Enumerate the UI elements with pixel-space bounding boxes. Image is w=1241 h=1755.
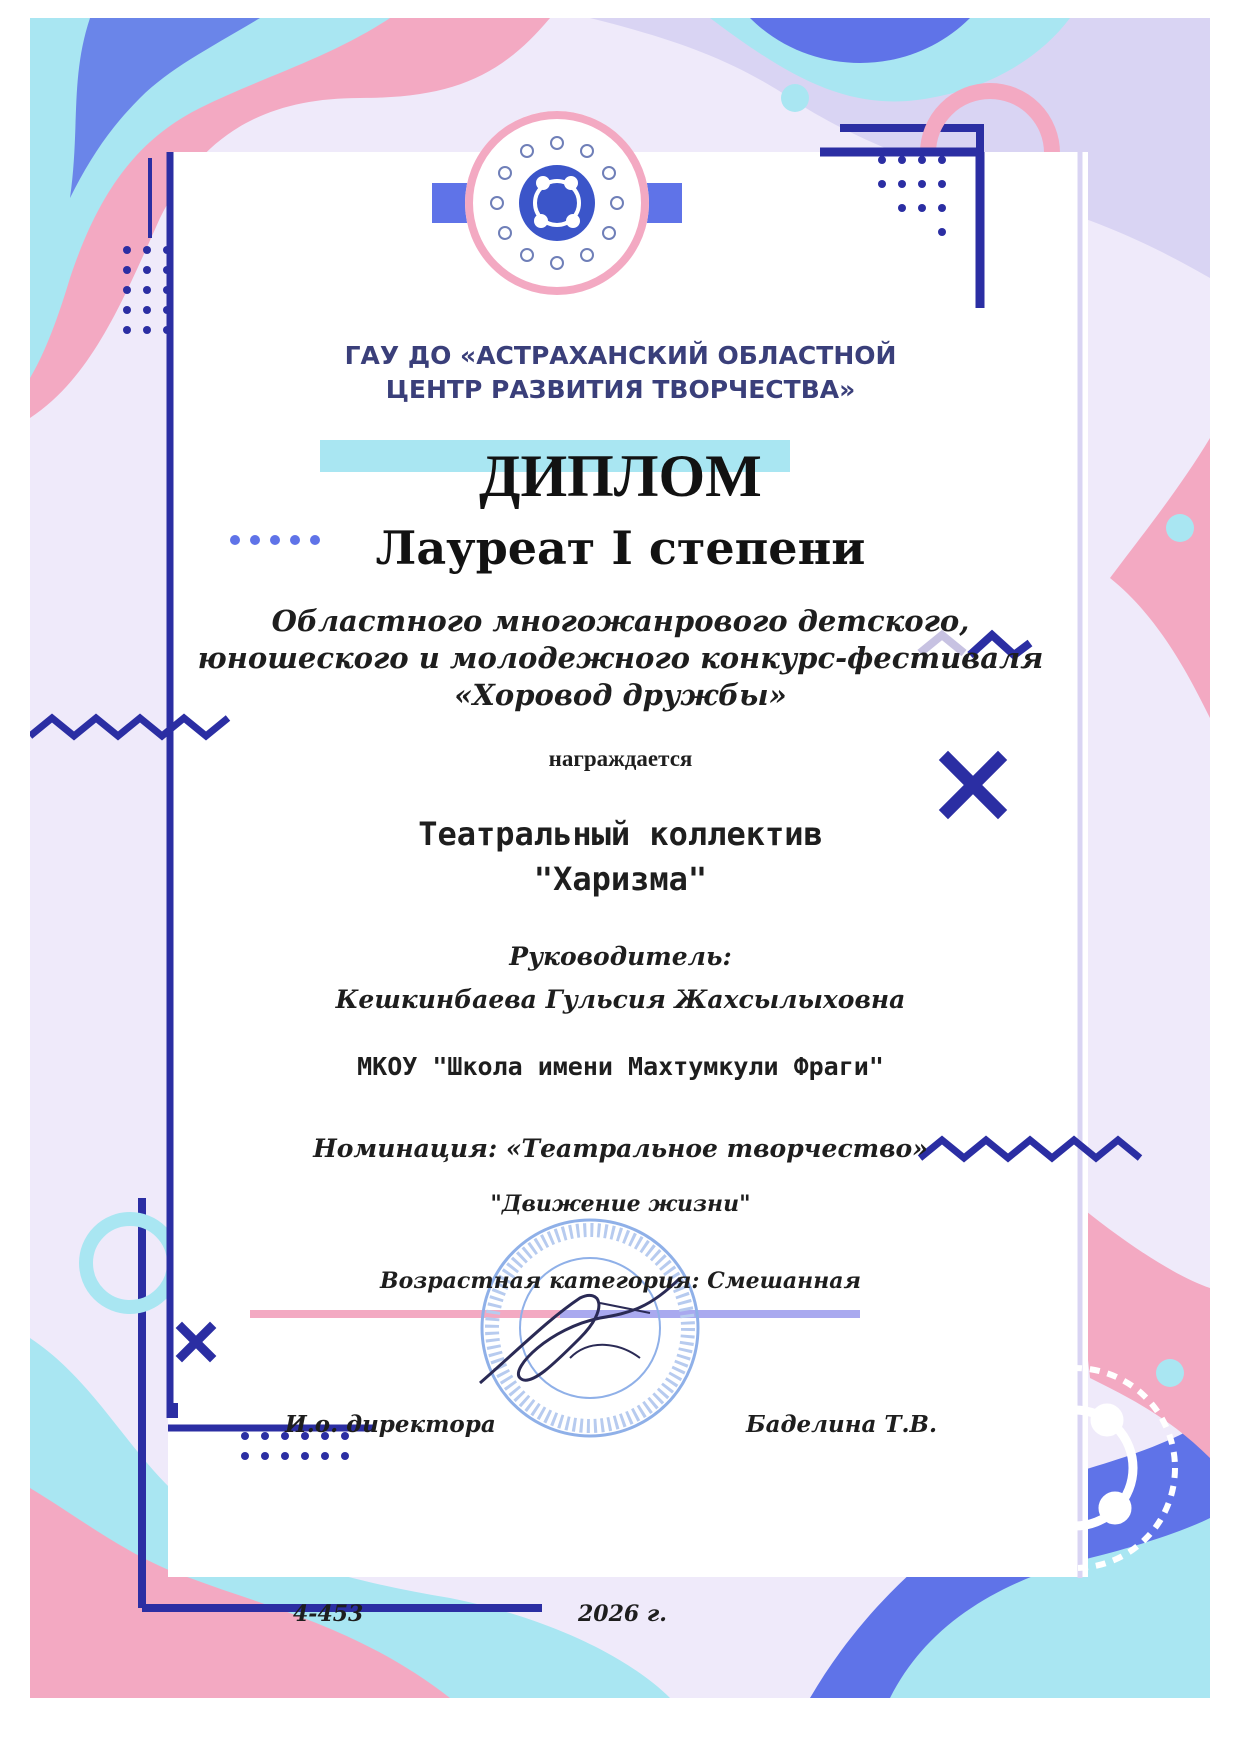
signature-name: Баделина Т.В. xyxy=(746,1411,937,1438)
leader-name: Кешкинбаева Гульсия Жахсылыховна xyxy=(335,985,906,1014)
diploma-year: 2026 г. xyxy=(578,1601,667,1627)
diploma-title: ДИПЛОМ xyxy=(479,443,762,509)
round-dance-hands-logo xyxy=(475,121,639,285)
festival-line2: юношеского и молодежного конкурс-фестиваля xyxy=(197,641,1044,675)
dot-grid-left xyxy=(123,246,171,334)
age-category: Возрастная категория: Смешанная xyxy=(379,1268,861,1294)
organization-line2: ЦЕНТР РАЗВИТИЯ ТВОРЧЕСТВА» xyxy=(385,375,856,404)
round-dance-emblem xyxy=(965,1358,1185,1578)
signature-position: И.о. директора xyxy=(285,1411,496,1438)
awarded-label: награждается xyxy=(548,746,693,771)
official-stamp xyxy=(460,1208,720,1468)
cross-left xyxy=(182,1328,210,1356)
zigzag-left xyxy=(30,718,228,736)
team-name-line1: Театральный коллектив xyxy=(418,815,823,853)
team-name-line2: "Харизма" xyxy=(533,860,708,898)
nomination: Номинация: «Театральное творчество» xyxy=(313,1134,928,1163)
laureate-degree: Лауреат I степени xyxy=(375,521,866,575)
diploma-number: 4-453 xyxy=(293,1601,364,1627)
work-title: "Движение жизни" xyxy=(490,1191,751,1217)
dot-grid-right xyxy=(878,156,946,236)
leader-label: Руководитель: xyxy=(509,942,732,971)
festival-line1: Областного многожанрового детского, xyxy=(271,604,970,638)
school-name: МКОУ "Школа имени Махтумкули Фраги" xyxy=(357,1052,884,1081)
organization-line1: ГАУ ДО «АСТРАХАНСКИЙ ОБЛАСТНОЙ xyxy=(344,341,897,370)
festival-line3: «Хоровод дружбы» xyxy=(454,678,787,712)
